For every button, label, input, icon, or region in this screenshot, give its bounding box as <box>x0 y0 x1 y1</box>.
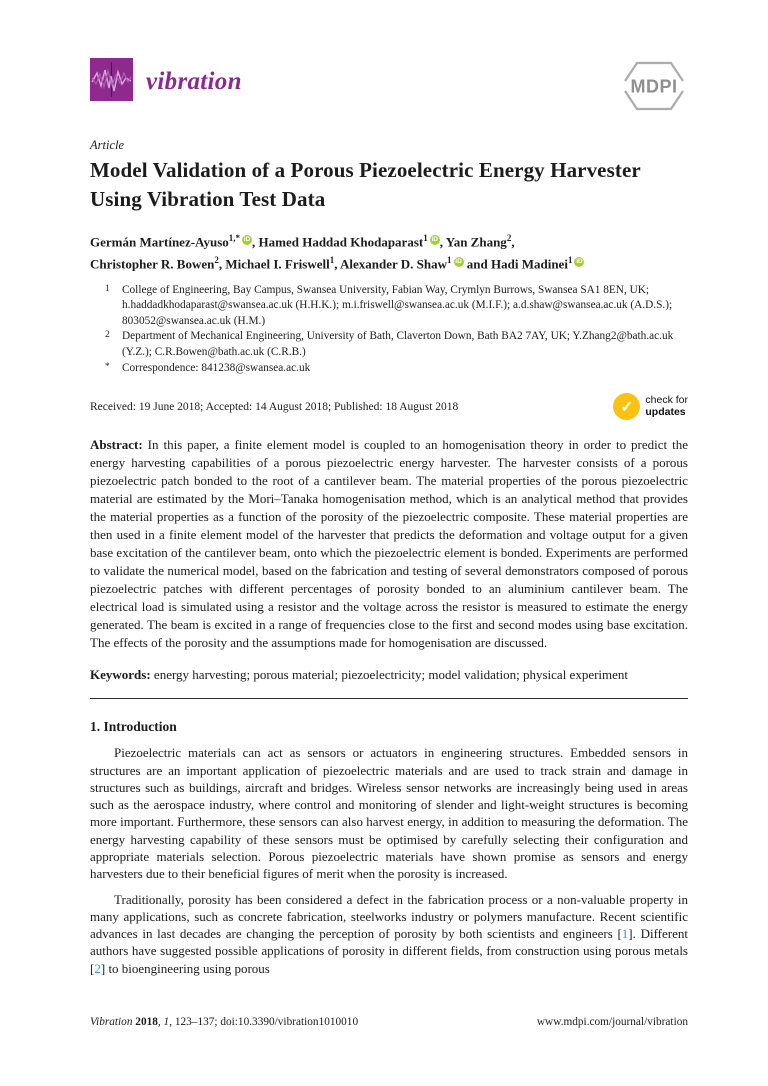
keywords-label: Keywords: <box>90 667 151 683</box>
received-dates-line: Received: 19 June 2018; Accepted: 14 August 2018; Published: 18 August 2018 <box>90 401 459 414</box>
footer-doi: , 123–137; doi:10.3390/vibration1010010 <box>169 1016 359 1028</box>
footer-journal-url[interactable]: www.mdpi.com/journal/vibration <box>536 1016 688 1028</box>
abstract-paragraph <box>90 436 688 652</box>
paragraph-text: to bioengineering using porous <box>105 960 270 976</box>
affiliations-list <box>90 283 688 377</box>
footer-volume: 1 <box>163 1016 170 1028</box>
orcid-icon[interactable]: iD <box>243 236 251 243</box>
article-type-label: Article <box>90 138 125 152</box>
section-heading-introduction: 1. Introduction <box>90 719 177 735</box>
affiliation-marker: 2 <box>105 330 110 341</box>
footer-year: 2018 <box>135 1016 158 1028</box>
separator: , <box>252 234 259 250</box>
dates-row <box>90 393 688 420</box>
footer-citation <box>90 1016 358 1028</box>
bracket: ] <box>628 926 633 942</box>
page-footer <box>90 1016 688 1028</box>
correspondence-text: Correspondence: 841238@swansea.ac.uk <box>122 361 311 374</box>
bracket: [ <box>617 926 622 942</box>
author-name: Christopher R. Bowen <box>90 256 215 272</box>
abstract-label: Abstract: <box>90 437 143 453</box>
checkmark-icon: ✓ <box>613 393 640 420</box>
paragraph-text: Traditionally, porosity has been considered a defect in the fabrication process or a non-valuable property in many applications, such as concrete fabrication, steelworks industry or polymers manufacture. Recent scientific advances in last decades are changing the perception of porosity by both scientists and engineers <box>90 891 688 942</box>
bracket: ] <box>100 960 106 976</box>
author-affiliation-sup: 1 <box>423 233 428 243</box>
author-affiliation-sup: 2 <box>506 233 512 243</box>
page-header <box>90 58 688 117</box>
article-title: Model Validation of a Porous Piezoelectric Energy Harvester Using Vibration Test Data <box>90 158 641 211</box>
separator: , <box>334 256 340 272</box>
paragraph-text: . Different authors have suggested possible applications of porosity in different fields, from construction using porous metals <box>90 926 688 959</box>
section-divider <box>90 698 688 699</box>
citation-link-1[interactable]: 1 <box>621 926 629 942</box>
author-name: Yan Zhang <box>445 234 507 250</box>
affiliation-item <box>90 329 688 360</box>
affiliation-marker: 1 <box>105 283 110 294</box>
mdpi-logo-icon <box>620 60 688 117</box>
badge-label <box>645 395 688 418</box>
affiliation-text: Department of Mechanical Engineering, University of Bath, Claverton Down, Bath BA2 7AY, UK; Y.Zhang2@bath.ac.uk (Y.Z.); C.R.Bowen@bath.ac.uk (C.R.B.) <box>122 330 674 359</box>
author-affiliation-sup: 1,* <box>228 233 241 243</box>
author-name: Hadi Madinei <box>491 256 568 272</box>
authors-line <box>90 229 688 274</box>
affiliation-item <box>90 283 688 330</box>
badge-label-line2: updates <box>645 405 686 418</box>
author-affiliation-sup: 1 <box>329 255 335 266</box>
separator: , <box>218 256 226 272</box>
footer-journal-name: Vibration <box>90 1016 133 1028</box>
author-name: Michael I. Friswell <box>225 256 330 272</box>
check-for-updates-badge[interactable] <box>613 393 688 420</box>
correspondence-marker: * <box>105 361 110 372</box>
keywords-text: energy harvesting; porous material; piezoelectricity; model validation; physical experiment <box>153 667 629 683</box>
citation-link-2[interactable]: 2 <box>94 960 101 976</box>
author-affiliation-sup: 2 <box>214 255 219 266</box>
author-name: Alexander D. Shaw <box>340 256 448 272</box>
intro-paragraph-1: Piezoelectric materials can act as sensors or actuators in engineering structures. Embedded sensors in structures are an important application of piezoelectric materials and are used to track strain and damage in structures such as buildings, aircraft and bridges. Wireless sensor networks are increasingly being used in areas such as the aerospace industry, where control and monitoring of slender and light-weight structures is becoming more important. Furthermore, these sensors can also harvest energy, in addition to measuring the deformation. The energy harvesting capability of these sensors must be optimised by carefully selecting their configuration and appropriate materials selection. Porous piezoelectric materials have shown promise as sensors and energy harvesters due to their beneficial figures of merit when the porosity is increased. <box>90 745 688 882</box>
author-name: Germán Martínez-Ayuso <box>90 234 229 250</box>
separator: and <box>463 256 491 272</box>
orcid-icon[interactable]: iD <box>431 236 438 243</box>
badge-label-line1: check for <box>645 394 688 407</box>
author-name: Hamed Haddad Khodaparast <box>258 234 424 250</box>
intro-paragraph-2 <box>90 891 688 977</box>
orcid-icon[interactable]: iD <box>455 258 462 266</box>
separator: , <box>511 234 515 250</box>
affiliation-item <box>90 361 688 377</box>
separator: , <box>439 234 446 250</box>
orcid-icon[interactable]: iD <box>576 258 583 266</box>
bracket: [ <box>90 960 95 976</box>
separator: , <box>157 1016 164 1028</box>
keywords-line <box>90 666 688 684</box>
journal-name: vibration <box>146 68 242 95</box>
mdpi-logo-text: MDPI <box>630 76 678 97</box>
affiliation-text: College of Engineering, Bay Campus, Swansea University, Fabian Way, Crymlyn Burrows, Swansea SA1 8EN, UK; h.haddadkhodaparast@swansea.ac.uk (H.H.K.); m.i.friswell@swansea.ac.uk (M.I.F.); a.d.shaw@swansea.ac.uk (A.D.S.); 803052@swansea.ac.uk (H.M.) <box>122 283 673 327</box>
journal-brand <box>90 58 242 106</box>
abstract-text: In this paper, a finite element model is coupled to an homogenisation theory in order to predict the energy harvesting capabilities of a porous piezoelectric energy harvester. The harvester consists of a porous piezoelectric patch bonded to the root of a cantilever beam. The material properties of the porous piezoelectric material are estimated by the Mori–Tanaka homogenisation method, which is an analytical method that provides the material properties as a function of the porosity of the piezoelectric composite. These material properties are then used in a finite element model of the harvester that predicts the deformation and voltage output for a given base excitation of the cantilever beam, onto which the piezoelectric element is bonded. Experiments are performed to validate the numerical model, based on the fabrication and testing of several demonstrators composed of porous piezoelectric patches with different percentages of porosity bonded to an aluminium cantilever beam. The electrical load is simulated using a resistor and the voltage across the resistor is measured to estimate the energy generated. The beam is excited in a range of frequencies close to the first and second modes using base excitation. The effects of the porosity and the assumptions made for homogenisation are discussed. <box>90 437 688 651</box>
author-affiliation-sup: 1 <box>567 255 573 266</box>
author-affiliation-sup: 1 <box>447 255 452 266</box>
vibration-logo-icon <box>90 58 133 106</box>
